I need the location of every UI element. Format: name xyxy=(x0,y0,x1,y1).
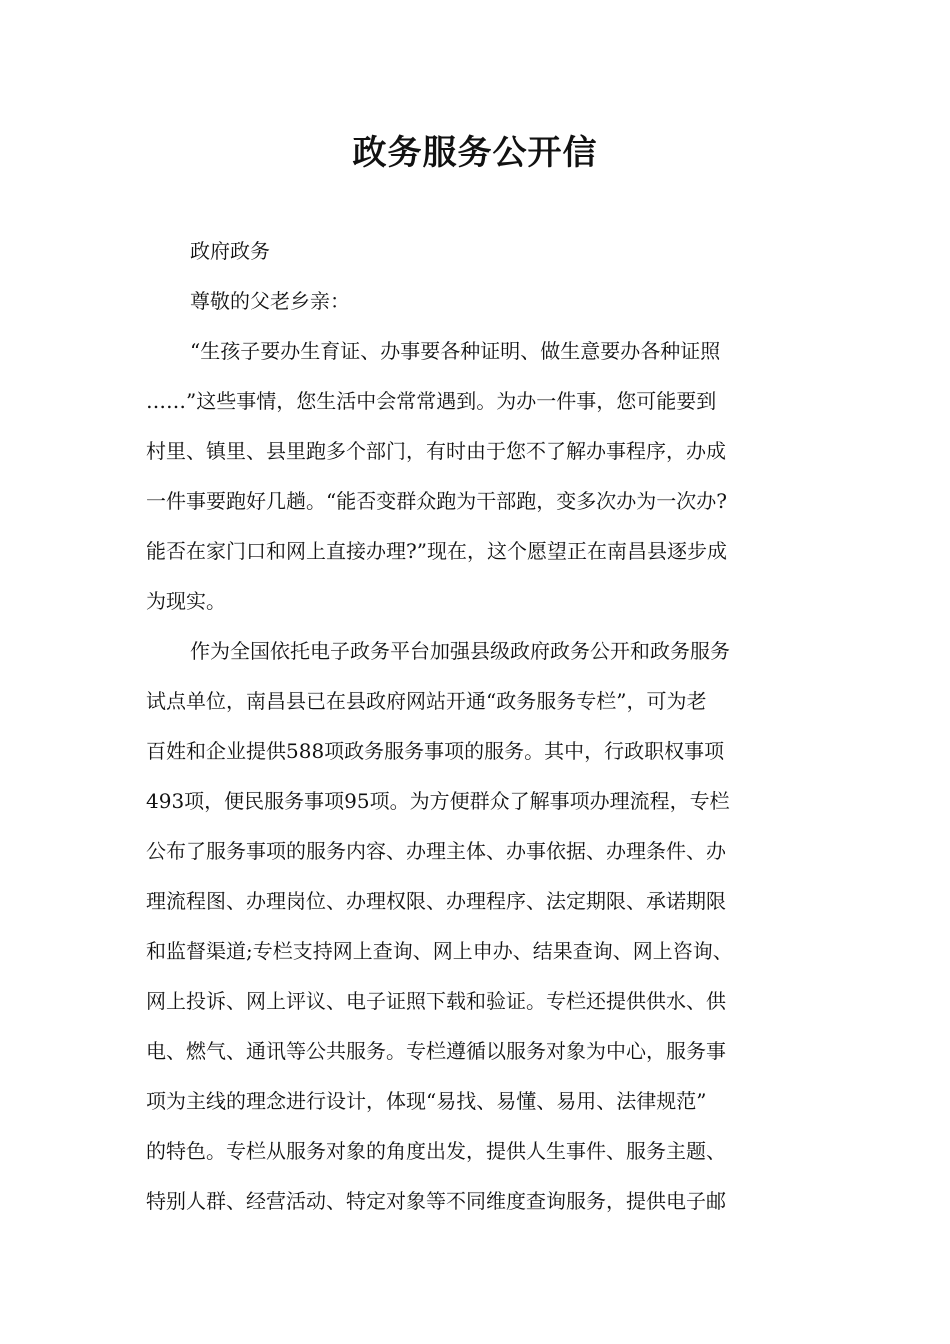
text-line: 的特色。专栏从服务对象的角度出发，提供人生事件、服务主题、 xyxy=(146,1139,726,1163)
text-line: 493项，便民服务事项95项。为方便群众了解事项办理流程，专栏 xyxy=(146,789,730,813)
text-line: 电、燃气、通讯等公共服务。专栏遵循以服务对象为中心，服务事 xyxy=(146,1039,726,1063)
text-line-category: 政府政务 xyxy=(190,239,270,263)
text-line: ……”这些事情，您生活中会常常遇到。为办一件事，您可能要到 xyxy=(146,389,717,413)
text-line: 特别人群、经营活动、特定对象等不同维度查询服务，提供电子邮 xyxy=(146,1189,726,1213)
text-line: 为现实。 xyxy=(146,589,226,613)
text-line: 村里、镇里、县里跑多个部门，有时由于您不了解办事程序，办成 xyxy=(146,439,726,463)
text-line: 作为全国依托电子政务平台加强县级政府政务公开和政务服务 xyxy=(190,639,730,663)
text-line: 项为主线的理念进行设计，体现“易找、易懂、易用、法律规范” xyxy=(146,1089,707,1113)
text-line: 和监督渠道;专栏支持网上查询、网上申办、结果查询、网上咨询、 xyxy=(146,939,733,963)
text-line: 百姓和企业提供588项政务服务事项的服务。其中，行政职权事项 xyxy=(146,739,725,763)
text-line: 网上投诉、网上评议、电子证照下载和验证。专栏还提供供水、供 xyxy=(146,989,726,1013)
text-line: 试点单位，南昌县已在县政府网站开通“政务服务专栏”，可为老 xyxy=(146,689,707,713)
text-line: “生孩子要办生育证、办事要各种证明、做生意要办各种证照 xyxy=(190,339,721,363)
text-line-salutation: 尊敬的父老乡亲： xyxy=(190,289,350,313)
text-line: 公布了服务事项的服务内容、办理主体、办事依据、办理条件、办 xyxy=(146,839,726,863)
text-line: 一件事要跑好几趟。“能否变群众跑为干部跑，变多次办为一次办? xyxy=(146,489,727,513)
text-line: 理流程图、办理岗位、办理权限、办理程序、法定期限、承诺期限 xyxy=(146,889,726,913)
text-line: 能否在家门口和网上直接办理?”现在，这个愿望正在南昌县逐步成 xyxy=(146,539,727,563)
document-title: 政务服务公开信 xyxy=(352,133,598,173)
document-body xyxy=(146,226,806,1226)
